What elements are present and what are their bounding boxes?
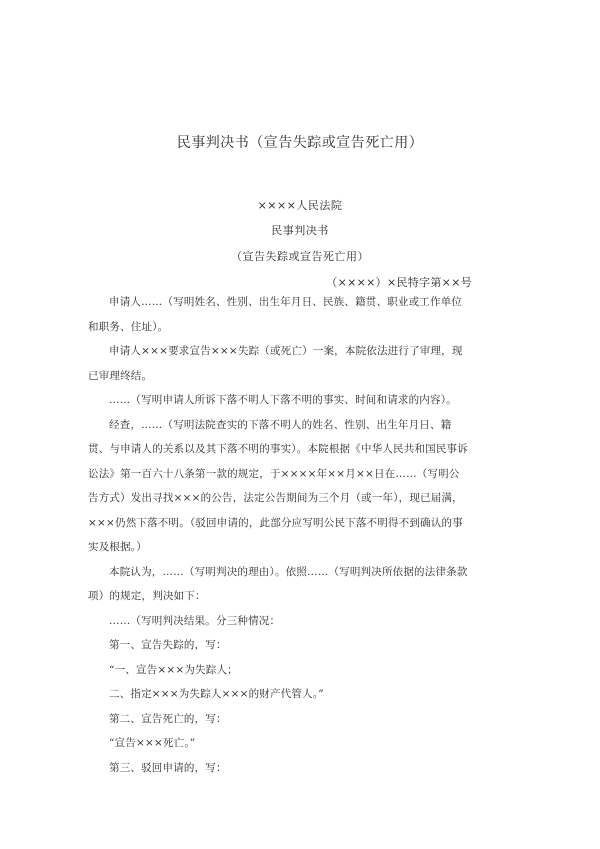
paragraph: 二、指定×××为失踪人×××的财产代管人。” — [109, 688, 324, 700]
document-subtype: （宣告失踪或宣告死亡用） — [231, 250, 369, 263]
paragraph: 第二、宣告死亡的，写： — [109, 712, 227, 725]
paragraph: 申请人……（写明姓名、性别、出生年月日、民族、籍贯、职业或工作单位和职务、住址）。 — [88, 296, 463, 333]
document-title: 民事判决书（宣告失踪或宣告死亡用） — [176, 135, 424, 151]
paragraph: 第三、驳回申请的，写： — [109, 761, 227, 774]
paragraph: 申请人×××要求宣告×××失踪（或死亡）一案，本院依法进行了审理，现已审理终结。 — [88, 345, 463, 382]
paragraph: 第一、宣告失踪的，写： — [109, 639, 227, 651]
paragraph: “宣告×××死亡。” — [109, 737, 196, 749]
paragraph: 经查，……（写明法院查实的下落不明人的姓名、性别、出生年月日、籍贯、与申请人的关系以及其下落不明的事实）。本院根据《中华人民共和国民事诉讼法》第一百六十八条第一款的规定，于××××年××月××日在……（写明公告方式）发出寻找×××的公告，法定公告期间为三个月（或一年），现已届满，×××仍然下落不明。（驳回申请的，此部分应写明公民下落不明得不到确认的事实及根据。） — [88, 418, 468, 553]
document-type: 民事判决书 — [271, 224, 329, 237]
paragraph: “一、宣告×××为失踪人； — [109, 663, 238, 676]
paragraph: ……（写明申请人所诉下落不明人下落不明的事实、时间和请求的内容）。 — [109, 394, 457, 406]
court-name: ××××人民法院 — [257, 199, 343, 212]
paragraph: ……（写明判决结果。分三种情况： — [109, 614, 281, 627]
paragraph: 本院认为，……（写明判决的理由）。依照……（写明判决所依据的法律条款项）的规定，判决如下： — [88, 565, 468, 602]
document-body — [88, 290, 468, 780]
case-number: （××××）×民特字第××号 — [326, 276, 472, 289]
